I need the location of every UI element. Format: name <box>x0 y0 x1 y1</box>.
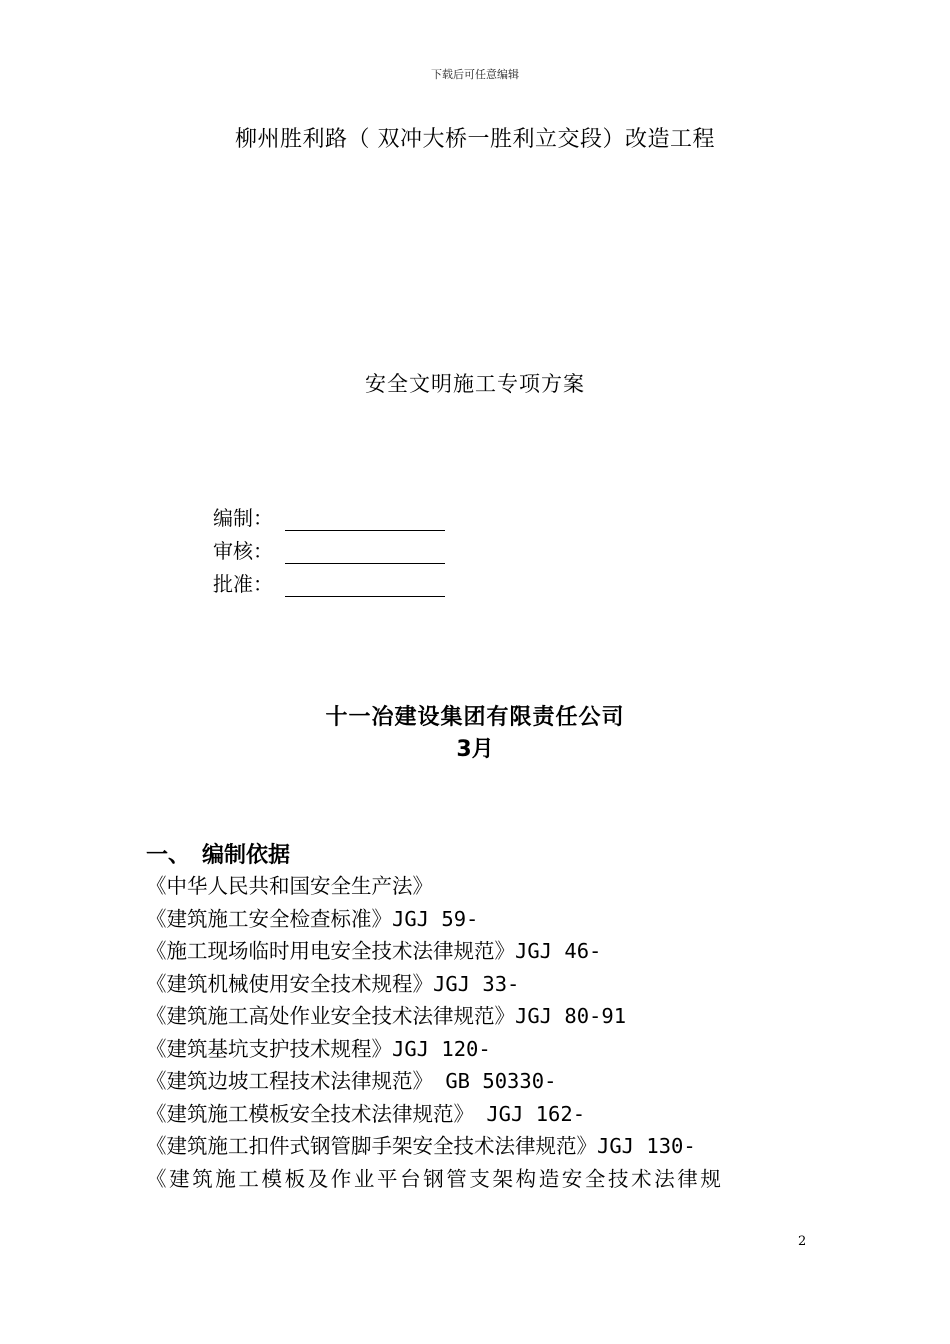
header-note: 下载后可任意编辑 <box>431 68 519 81</box>
reference-item: 《建筑施工安全检查标准》JGJ 59- <box>146 906 479 931</box>
project-title: 柳州胜利路（ 双冲大桥一胜利立交段）改造工程 <box>235 127 715 152</box>
reference-item: 《建筑施工扣件式钢管脚手架安全技术法律规范》JGJ 130- <box>146 1134 696 1158</box>
reference-item: 《建筑施工高处作业安全技术法律规范》JGJ 80-91 <box>146 1004 627 1028</box>
signature-label: 编制： <box>213 506 273 530</box>
section-heading <box>146 838 290 869</box>
signature-line <box>285 576 445 597</box>
reference-item: 《中华人民共和国安全生产法》 <box>146 874 433 898</box>
company-name: 十一冶建设集团有限责任公司 <box>325 705 625 730</box>
section-number: 一、 <box>146 843 191 868</box>
signature-line <box>285 543 445 564</box>
reference-item: 《建筑施工模板安全技术法律规范》 JGJ 162- <box>146 1101 586 1126</box>
reference-item: 《建筑基坑支护技术规程》JGJ 120- <box>146 1036 491 1061</box>
section-title: 编制依据 <box>202 843 291 868</box>
signature-label: 批准： <box>213 572 273 596</box>
document-date: 3月 <box>456 737 494 762</box>
page-number: 2 <box>798 1234 807 1249</box>
reference-item: 《建筑边坡工程技术法律规范》 GB 50330- <box>146 1069 557 1093</box>
reference-item: 《建筑机械使用安全技术规程》JGJ 33- <box>146 971 520 996</box>
signature-row-approve <box>213 568 445 597</box>
signature-label: 审核： <box>213 539 273 563</box>
signature-line <box>285 510 445 531</box>
reference-item: 《施工现场临时用电安全技术法律规范》JGJ 46- <box>146 939 602 963</box>
reference-item: 《建筑施工模板及作业平台钢管支架构造安全技术法律规 <box>146 1166 724 1191</box>
document-title: 安全文明施工专项方案 <box>365 372 585 396</box>
signature-row-compile <box>213 502 445 531</box>
reference-list <box>146 870 724 1195</box>
signature-row-review <box>213 535 445 564</box>
